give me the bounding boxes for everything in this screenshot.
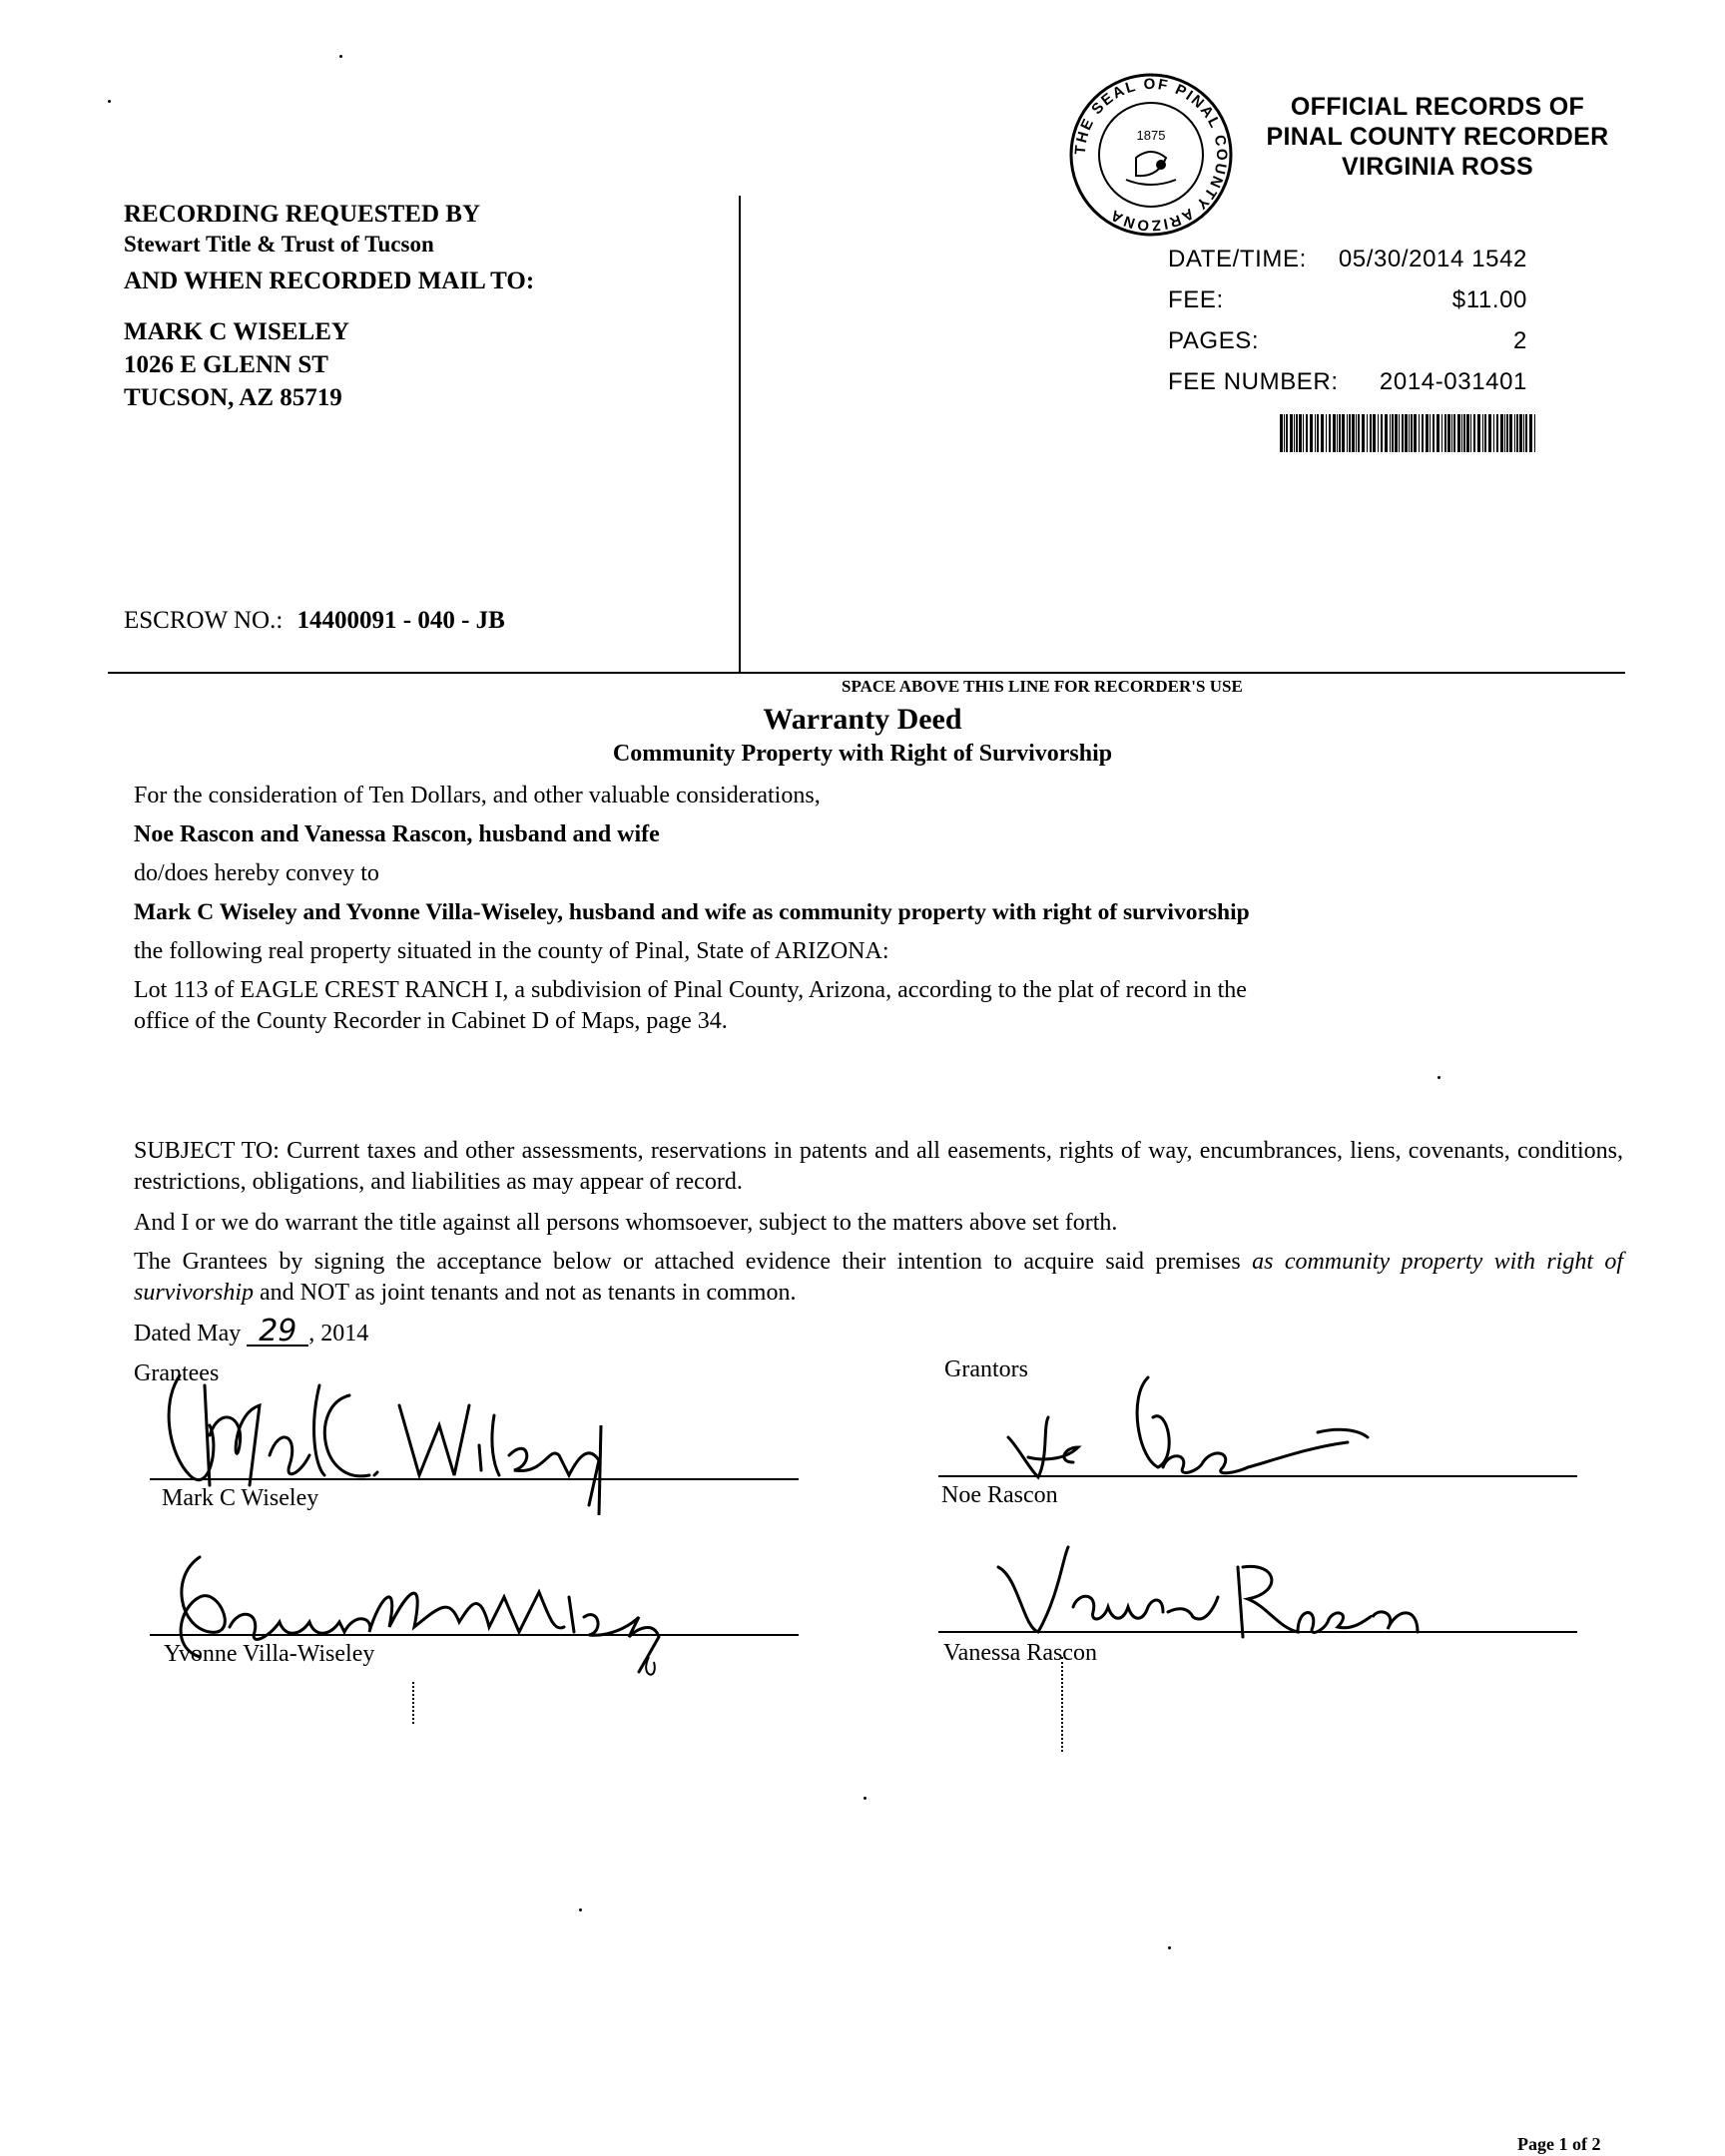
subject-to-text: SUBJECT TO: Current taxes and other assessments, reservations in patents and all easements, rights of way, encumbrances, liens, covenants, conditions, restrictions, obligations, and liabilities as may appear of record. (134, 1138, 1623, 1195)
acceptance-text (134, 1247, 1623, 1309)
convey-text: do/does hereby convey to (134, 860, 379, 886)
barcode-bar (1437, 414, 1439, 452)
barcode-bar (1473, 414, 1475, 452)
grantor2-signature (978, 1537, 1438, 1647)
barcode-bar (1433, 414, 1435, 452)
barcode-bar (1370, 414, 1372, 452)
escrow-number: 14400091 - 040 - JB (296, 607, 505, 634)
barcode-bar (1399, 414, 1400, 452)
barcode-bar (1477, 414, 1480, 452)
barcode-icon (1280, 414, 1539, 452)
barcode-bar (1461, 414, 1462, 452)
acceptance-part-a: The Grantees by signing the acceptance below or attached evidence their intention to acquire said premises (134, 1249, 1241, 1275)
grantor2-name: Vanessa Rascon (943, 1640, 1097, 1666)
barcode-bar (1385, 414, 1388, 452)
barcode-bar (1444, 414, 1446, 452)
barcode-bar (1482, 414, 1483, 452)
barcode-bar (1294, 414, 1295, 452)
barcode-bar (1347, 414, 1348, 452)
acceptance-italic: as community property with right of survivorship (134, 1249, 1624, 1306)
grantors-named: Noe Rascon and Vanessa Rascon, husband and wife (134, 821, 660, 847)
record-row-pages (1168, 327, 1527, 355)
barcode-bar (1296, 414, 1298, 452)
property-intro: the following real property situated in the county of Pinal, State of ARIZONA: (134, 938, 889, 964)
barcode-bar (1395, 414, 1398, 452)
barcode-bar (1419, 414, 1420, 452)
acceptance-part-b: and NOT as joint tenants and not as tenants in common. (260, 1280, 797, 1306)
pages-value: 2 (1513, 327, 1527, 354)
barcode-bar (1411, 414, 1413, 452)
barcode-bar (1430, 414, 1431, 452)
grantee1-name: Mark C Wiseley (162, 1485, 319, 1511)
barcode-bar (1317, 414, 1319, 452)
barcode-bar (1367, 414, 1368, 452)
dated-prefix: Dated May (134, 1321, 242, 1347)
grantees-label: Grantees (134, 1360, 220, 1386)
office-line-3: VIRGINIA ROSS (1342, 153, 1533, 181)
barcode-bar (1500, 414, 1503, 452)
barcode-bar (1409, 414, 1410, 452)
escrow-label: ESCROW NO.: (124, 607, 284, 634)
dated-suffix: , 2014 (308, 1321, 369, 1347)
barcode-bar (1509, 414, 1512, 452)
scan-dot (1438, 1076, 1440, 1079)
barcode-bar (1342, 414, 1345, 452)
county-seal-icon (1066, 70, 1236, 240)
fee-value: $11.00 (1451, 286, 1527, 313)
barcode-bar (1349, 414, 1351, 452)
barcode-bar (1321, 414, 1324, 452)
barcode-bar (1373, 414, 1376, 452)
recording-requested-label: RECORDING REQUESTED BY (124, 201, 481, 228)
consideration-text: For the consideration of Ten Dollars, and other valuable considerations, (134, 783, 821, 808)
space-above-note: SPACE ABOVE THIS LINE FOR RECORDER'S USE (842, 677, 1243, 696)
grantee2-name: Yvonne Villa-Wiseley (164, 1641, 375, 1667)
barcode-bar (1352, 414, 1355, 452)
deed-subtitle: Community Property with Right of Survivorship (612, 741, 1113, 767)
barcode-bar (1523, 414, 1524, 452)
barcode-bar (1525, 414, 1527, 452)
mail-to-label: AND WHEN RECORDED MAIL TO: (124, 268, 535, 294)
barcode-bar (1516, 414, 1518, 452)
record-row-fee-number (1168, 368, 1527, 396)
mail-street: 1026 E GLENN ST (124, 351, 328, 378)
barcode-bar (1339, 414, 1341, 452)
barcode-bar (1299, 414, 1302, 452)
warrant-text: And I or we do warrant the title against all persons whomsoever, subject to the matters above set forth. (134, 1210, 1118, 1236)
barcode-bar (1390, 414, 1391, 452)
barcode-bar (1470, 414, 1471, 452)
barcode-bar (1484, 414, 1486, 452)
barcode-bar (1362, 414, 1365, 452)
barcode-bar (1457, 414, 1460, 452)
requester-name: Stewart Title & Trust of Tucson (124, 232, 434, 257)
barcode-bar (1306, 414, 1308, 452)
barcode-bar (1496, 414, 1498, 452)
pages-label: PAGES: (1168, 327, 1260, 354)
legal-description-line-1: Lot 113 of EAGLE CREST RANCH I, a subdivision of Pinal County, Arizona, according to the plat of record in the (134, 977, 1247, 1003)
scan-mark (1061, 1657, 1065, 1752)
office-line-2: PINAL COUNTY RECORDER (1266, 123, 1609, 151)
deed-title: Warranty Deed (763, 703, 962, 736)
barcode-bar (1356, 414, 1357, 452)
barcode-bar (1303, 414, 1304, 452)
datetime-value: 05/30/2014 1542 (1338, 246, 1527, 272)
barcode-bar (1463, 414, 1465, 452)
seal-text: THE SEAL OF PINAL COUNTY ARIZONA (1071, 75, 1231, 235)
mail-city: TUCSON, AZ 85719 (124, 384, 342, 411)
grantors-label: Grantors (944, 1356, 1028, 1382)
scan-dot (579, 1908, 582, 1911)
dated-line (134, 1314, 369, 1349)
barcode-bar (1290, 414, 1293, 452)
recorder-office-title (1248, 92, 1627, 182)
barcode-bar (1333, 414, 1336, 452)
barcode-bar (1447, 414, 1450, 452)
barcode-bar (1310, 414, 1313, 452)
barcode-bar (1286, 414, 1288, 452)
barcode-bar (1422, 414, 1424, 452)
barcode-bar (1504, 414, 1505, 452)
barcode-bar (1280, 414, 1283, 452)
fee-label: FEE: (1168, 286, 1224, 313)
barcode-bar (1326, 414, 1327, 452)
seal-year: 1875 (1136, 128, 1166, 143)
scan-dot (863, 1797, 866, 1800)
barcode-bar (1358, 414, 1360, 452)
scan-dot (1168, 1946, 1171, 1949)
barcode-bar (1514, 414, 1515, 452)
svg-text:THE SEAL OF PINAL COUNTY ARIZO (1072, 76, 1230, 234)
barcode-bar (1315, 414, 1316, 452)
barcode-bar (1392, 414, 1394, 452)
barcode-bar (1466, 414, 1469, 452)
mail-to-address (124, 315, 349, 414)
datetime-label: DATE/TIME: (1168, 246, 1307, 272)
fee-number-value: 2014-031401 (1379, 368, 1527, 395)
barcode-bar (1453, 414, 1455, 452)
escrow-number-line (124, 607, 505, 635)
barcode-bar (1493, 414, 1494, 452)
grantees-named: Mark C Wiseley and Yvonne Villa-Wiseley, husband and wife as community property with right of survivorship (134, 899, 1250, 925)
mail-name: MARK C WISELEY (124, 318, 349, 345)
scan-mark (412, 1682, 416, 1724)
barcode-bar (1405, 414, 1408, 452)
recorder-space-line (108, 672, 1625, 674)
barcode-bar (1337, 414, 1338, 452)
office-line-1: OFFICIAL RECORDS OF (1290, 93, 1585, 121)
grantor1-signature (988, 1367, 1408, 1497)
header-divider-vertical (739, 196, 741, 673)
barcode-bar (1519, 414, 1522, 452)
scan-dot (108, 100, 111, 103)
recording-requested-block (124, 198, 534, 297)
grantor1-name: Noe Rascon (941, 1482, 1058, 1508)
record-row-datetime (1168, 246, 1527, 273)
page-number: Page 1 of 2 (1517, 2134, 1601, 2154)
record-row-fee (1168, 286, 1527, 314)
barcode-bar (1284, 414, 1285, 452)
barcode-bar (1529, 414, 1532, 452)
barcode-bar (1329, 414, 1331, 452)
dated-day: 29 (247, 1319, 308, 1347)
barcode-bar (1451, 414, 1452, 452)
barcode-bar (1402, 414, 1404, 452)
barcode-bar (1441, 414, 1442, 452)
barcode-bar (1506, 414, 1508, 452)
scan-dot (339, 55, 342, 58)
barcode-bar (1378, 414, 1379, 452)
barcode-bar (1414, 414, 1417, 452)
fee-number-label: FEE NUMBER: (1168, 368, 1339, 395)
barcode-bar (1488, 414, 1491, 452)
legal-description-line-2: office of the County Recorder in Cabinet D of Maps, page 34. (134, 1008, 728, 1034)
barcode-bar (1381, 414, 1383, 452)
barcode-bar (1426, 414, 1429, 452)
barcode-bar (1534, 414, 1535, 452)
